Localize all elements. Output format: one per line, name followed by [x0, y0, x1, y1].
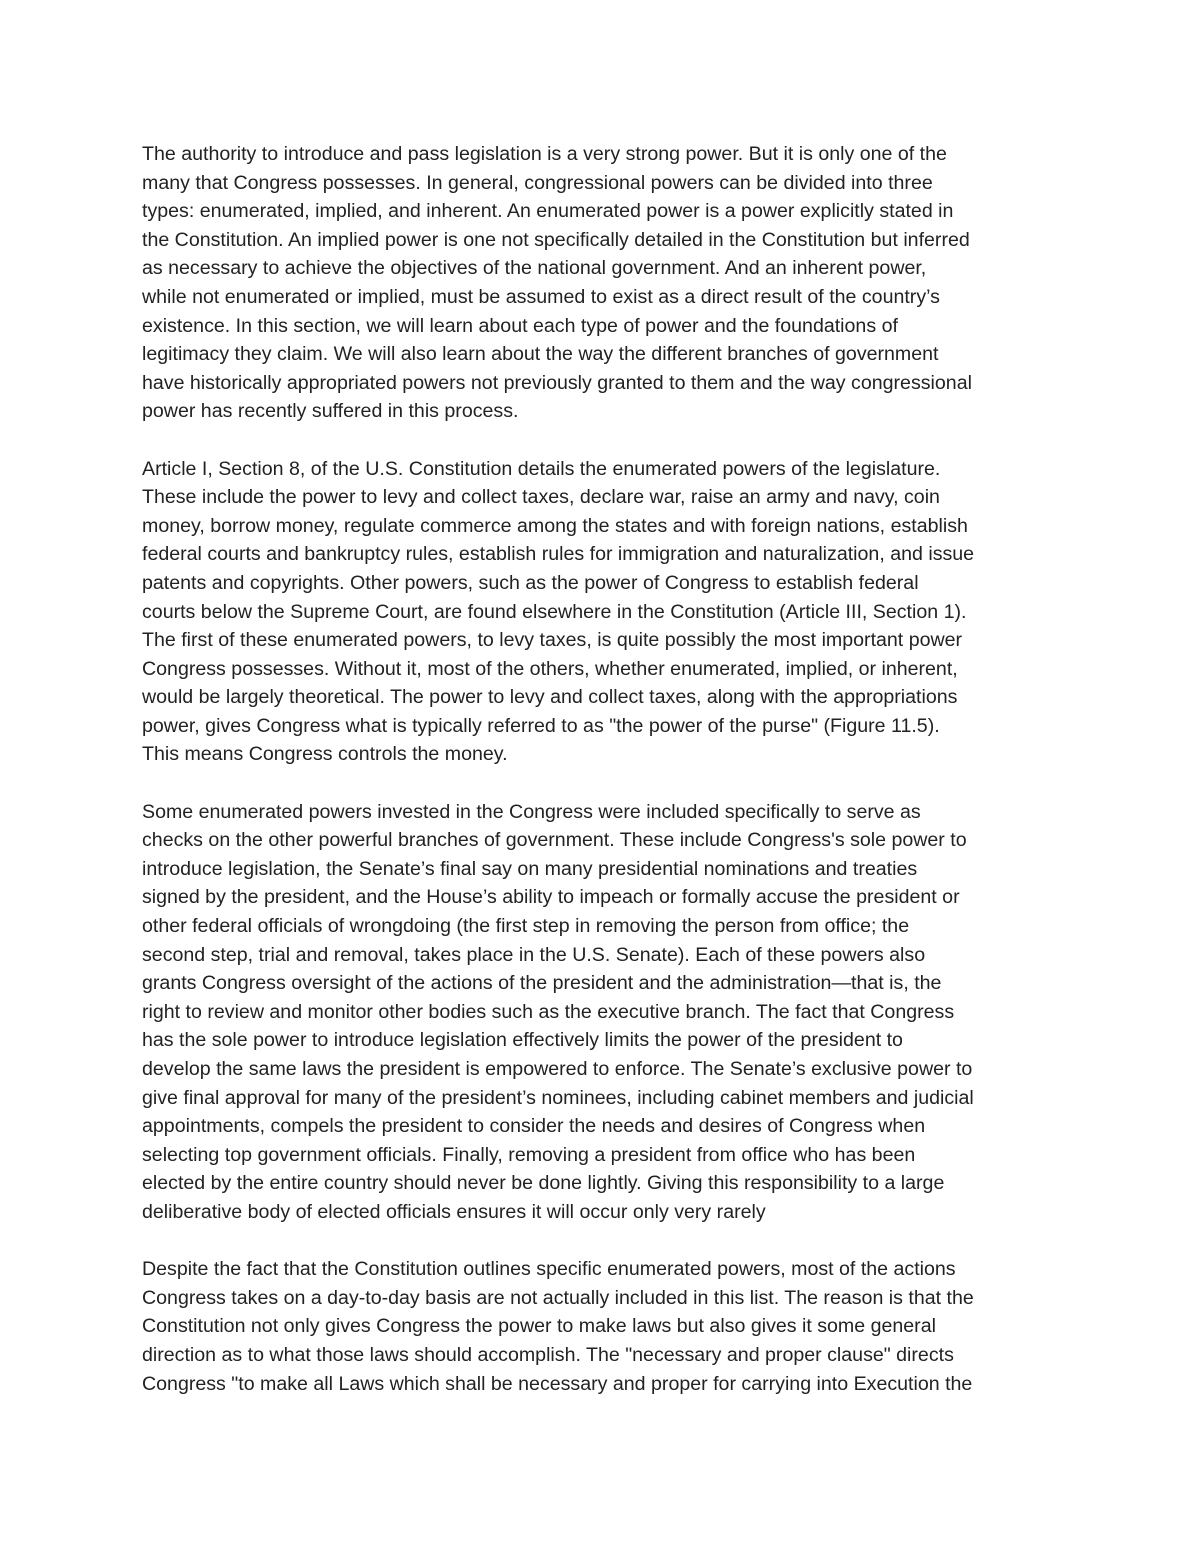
text-line: Some enumerated powers invested in the Congress were included specifically to serve as [142, 800, 921, 823]
text-line: develop the same laws the president is empowered to enforce. The Senate’s exclusive power to [142, 1058, 973, 1080]
text-line: power has recently suffered in this process. [142, 400, 519, 423]
text-line: has the sole power to introduce legislation effectively limits the power of the president to [142, 1029, 903, 1052]
text-line: signed by the president, and the House’s ability to impeach or formally accuse the president or [142, 886, 960, 909]
text-line: Congress takes on a day-to-day basis are not actually included in this list. The reason is that the [142, 1286, 974, 1309]
text-line: as necessary to achieve the objectives of the national government. And an inherent power, [142, 257, 927, 280]
text-line: would be largely theoretical. The power to levy and collect taxes, along with the appropriations [142, 686, 958, 709]
text-line: Congress possesses. Without it, most of the others, whether enumerated, implied, or inherent, [142, 657, 958, 680]
text-line: courts below the Supreme Court, are found elsewhere in the Constitution (Article III, Section 1). [142, 600, 967, 623]
text-line: The first of these enumerated powers, to levy taxes, is quite possibly the most important power [142, 629, 963, 652]
text-line: other federal officials of wrongdoing (the first step in removing the person from office; the [142, 915, 910, 938]
text-line: right to review and monitor other bodies such as the executive branch. The fact that Congress [142, 1000, 955, 1023]
text-line: grants Congress oversight of the actions of the president and the administration—that is, the [142, 972, 942, 995]
text-line: power, gives Congress what is typically referred to as "the power of the purse" (Figure 11.5). [142, 714, 940, 737]
paragraph-necessary-and-proper [142, 1255, 1062, 1398]
text-line: patents and copyrights. Other powers, such as the power of Congress to establish federal [142, 571, 919, 594]
text-line: elected by the entire country should never be done lightly. Giving this responsibility to a large [142, 1172, 945, 1195]
document-body [142, 140, 1062, 1427]
text-line: have historically appropriated powers not previously granted to them and the way congressional [142, 371, 972, 394]
text-line: Despite the fact that the Constitution outlines specific enumerated powers, most of the actions [142, 1258, 956, 1281]
text-line: the Constitution. An implied power is one not specifically detailed in the Constitution but inferred [142, 228, 970, 251]
text-line: These include the power to levy and collect taxes, declare war, raise an army and navy, coin [142, 486, 940, 509]
text-line: introduce legislation, the Senate’s final say on many presidential nominations and treaties [142, 857, 918, 880]
text-line: legitimacy they claim. We will also learn about the way the different branches of government [142, 343, 939, 366]
paragraph-congressional-powers-intro [142, 140, 1062, 426]
text-line: second step, trial and removal, takes place in the U.S. Senate). Each of these powers also [142, 943, 926, 966]
text-line: Constitution not only gives Congress the power to make laws but also gives it some general [142, 1315, 936, 1338]
text-line: Congress "to make all Laws which shall be necessary and proper for carrying into Execution the [142, 1372, 973, 1395]
text-line: The authority to introduce and pass legislation is a very strong power. But it is only one of the [142, 143, 947, 165]
paragraph-checks-on-branches [142, 798, 1062, 1227]
text-line: existence. In this section, we will learn about each type of power and the foundations of [142, 314, 898, 337]
text-line: give final approval for many of the president’s nominees, including cabinet members and judicial [142, 1086, 974, 1109]
paragraph-enumerated-powers [142, 455, 1062, 770]
text-line: appointments, compels the president to consider the needs and desires of Congress when [142, 1115, 926, 1138]
text-line: many that Congress possesses. In general, congressional powers can be divided into three [142, 171, 933, 194]
text-line: selecting top government officials. Finally, removing a president from office who has been [142, 1143, 916, 1166]
text-line: direction as to what those laws should accomplish. The "necessary and proper clause" directs [142, 1343, 954, 1366]
text-line: types: enumerated, implied, and inherent. An enumerated power is a power explicitly stated in [142, 200, 954, 223]
text-line: money, borrow money, regulate commerce among the states and with foreign nations, establish [142, 514, 968, 537]
text-line: deliberative body of elected officials ensures it will occur only very rarely [142, 1200, 766, 1223]
text-line: while not enumerated or implied, must be assumed to exist as a direct result of the country’s [142, 285, 940, 308]
text-line: This means Congress controls the money. [142, 743, 508, 766]
text-line: checks on the other powerful branches of government. These include Congress's sole power to [142, 829, 967, 852]
text-line: Article I, Section 8, of the U.S. Constitution details the enumerated powers of the legislature. [142, 457, 941, 480]
text-line: federal courts and bankruptcy rules, establish rules for immigration and naturalization, and issue [142, 543, 975, 566]
